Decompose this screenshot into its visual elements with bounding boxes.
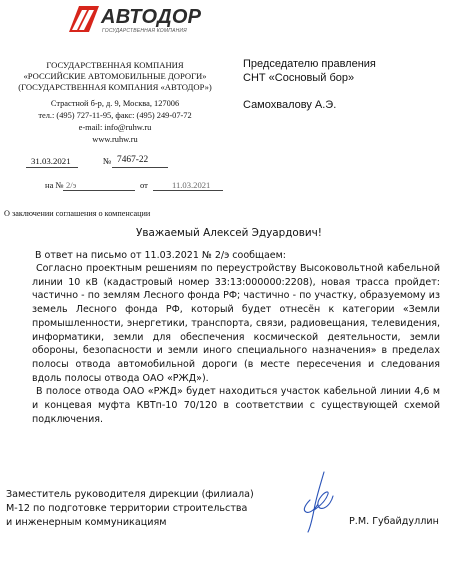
reference-date-underline [153, 190, 223, 191]
reference-number-underline [63, 190, 135, 191]
sender-org-line-2: «РОССИЙСКИЕ АВТОМОБИЛЬНЫЕ ДОРОГИ» [23, 71, 207, 81]
autodor-emblem-icon [65, 4, 101, 34]
sender-email: e-mail: info@ruhw.ru [78, 123, 152, 132]
sender-address: Страстной б-р, д. 9, Москва, 127006 [50, 99, 180, 108]
signer-position-line-3: и инженерным коммуникациям [6, 517, 167, 528]
reference-from-label: от [140, 180, 148, 190]
company-logo [65, 4, 215, 38]
sender-org-line-1: ГОСУДАРСТВЕННАЯ КОМПАНИЯ [46, 60, 184, 70]
outgoing-date: 31.03.2021 [31, 156, 71, 166]
signer-position-line-1: Заместитель руководителя дирекции (филиала) [6, 489, 254, 500]
signer-position-line-2: М-12 по подготовке территории строительства [6, 503, 248, 514]
recipient-name: Самохвалову А.Э. [243, 99, 337, 111]
letter-subject: О заключении соглашения о компенсации [4, 209, 151, 218]
number-underline [112, 167, 168, 168]
sender-phones: тел.: (495) 727-11-95, факс: (495) 249-07-72 [38, 111, 192, 120]
logo-tagline: ГОСУДАРСТВЕННАЯ КОМПАНИЯ [102, 28, 187, 34]
recipient-line-2: СНТ «Сосновый бор» [243, 72, 355, 84]
reference-date: 11.03.2021 [172, 180, 211, 190]
signer-name: Р.М. Губайдуллин [349, 516, 439, 527]
outgoing-number-label: № [103, 156, 112, 166]
reference-number: 2/э [66, 180, 77, 190]
handwritten-signature [296, 470, 336, 534]
salutation: Уважаемый Алексей Эдуардович! [136, 227, 322, 239]
body-paragraph-1: Согласно проектным решениям по переустройству Высоковольтной кабельной линии 10 кВ (кадастровый номер 33:13:000000:2208), новая трасса пройдет: частично - по землям Лесного фонда РФ; частично - по участку, образуемому из земель Лесного фонда РФ, который будет отнесён к категории «Земли промышленности, энергетики, транспорта, связи, радиовещания, телевидения, информатики, земли для обеспечения космической деятельности, земли обороны, безопасности и земли иного специального назначения» в пределах полосы отвода автомобильной дороги (в месте пересечения и следования вдоль полосы отвода ОАО «РЖД»). [32, 263, 440, 384]
outgoing-number: 7467-22 [117, 155, 149, 165]
logo-name: АВТОДОР [101, 6, 202, 28]
reference-number-label: на № [45, 180, 64, 190]
body-paragraph-2: В полосе отвода ОАО «РЖД» будет находиться участок кабельной линии 4,6 м и концевая муфта КВТп-10 70/120 в соответствии с существующей схемой подключения. [32, 386, 440, 425]
sender-website: www.ruhw.ru [92, 135, 138, 144]
date-underline [26, 167, 78, 168]
recipient-line-1: Председателю правления [243, 58, 376, 70]
sender-org-line-3: (ГОСУДАРСТВЕННАЯ КОМПАНИЯ «АВТОДОР») [18, 82, 212, 92]
intro-line: В ответ на письмо от 11.03.2021 № 2/э сообщаем: [35, 250, 286, 261]
letter-body [32, 262, 440, 426]
